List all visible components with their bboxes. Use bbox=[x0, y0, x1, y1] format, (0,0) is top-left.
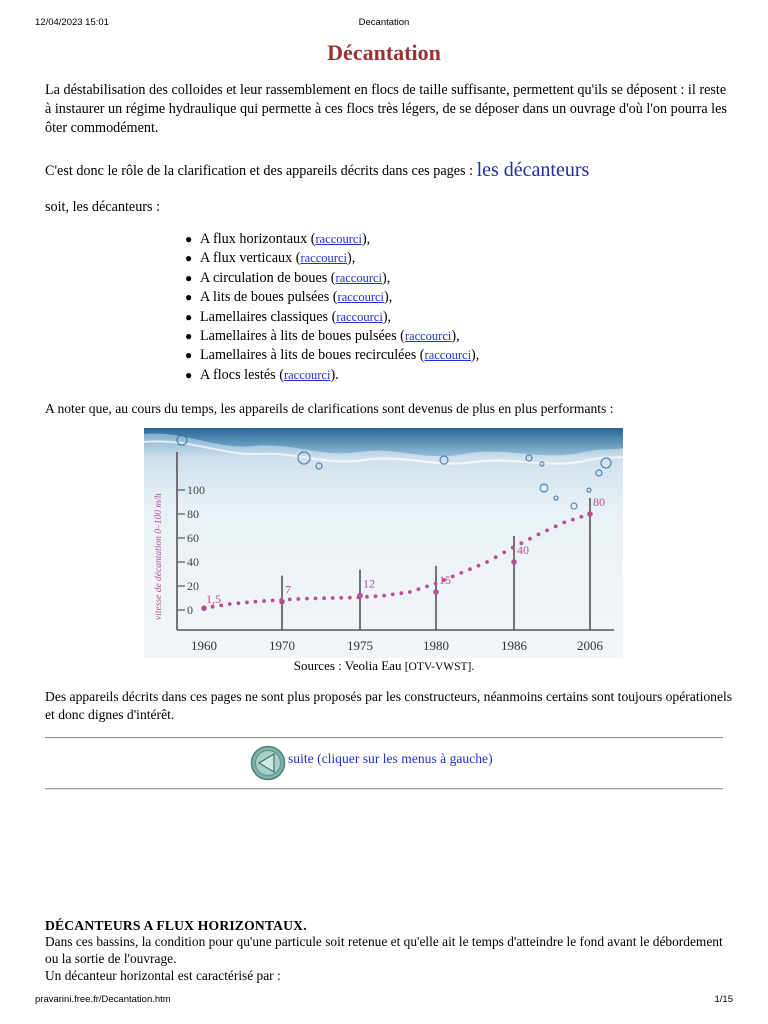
raccourci-link[interactable]: raccourci bbox=[335, 270, 383, 285]
source-text: Sources : Veolia Eau bbox=[293, 658, 405, 673]
list-item bbox=[185, 366, 479, 385]
curve-dot bbox=[348, 596, 352, 600]
list-item-end: ), bbox=[471, 347, 480, 364]
list-item bbox=[185, 249, 479, 268]
data-point bbox=[279, 599, 285, 605]
curve-dot bbox=[545, 529, 549, 533]
data-point bbox=[511, 559, 517, 565]
curve-dot bbox=[236, 601, 240, 605]
data-label: 40 bbox=[517, 543, 529, 557]
raccourci-link[interactable]: raccourci bbox=[424, 348, 472, 363]
y-tick-label: 0 bbox=[187, 603, 193, 617]
suite-link[interactable]: suite (cliquer sur les menus à gauche) bbox=[288, 751, 493, 766]
y-tick-label: 100 bbox=[187, 483, 205, 497]
curve-dot bbox=[305, 597, 309, 601]
print-url: pravarini.free.fr/Decantation.htm bbox=[35, 994, 171, 1005]
y-tick-label: 40 bbox=[187, 555, 199, 569]
list-item bbox=[185, 327, 479, 346]
back-arrow-button[interactable] bbox=[250, 745, 286, 781]
bullet-icon: ● bbox=[185, 251, 193, 266]
list-item bbox=[185, 269, 479, 288]
curve-dot bbox=[322, 596, 326, 600]
curve-dot bbox=[296, 597, 300, 601]
curve-dot bbox=[511, 546, 515, 550]
bullet-icon: ● bbox=[185, 367, 193, 382]
note-paragraph: A noter que, au cours du temps, les appareils de clarifications sont devenus de plus en plus performants : bbox=[45, 401, 614, 416]
curve-dot bbox=[331, 596, 335, 600]
bullet-icon: ● bbox=[185, 329, 193, 344]
page-title: Décantation bbox=[327, 40, 441, 65]
curve-dot bbox=[494, 555, 498, 559]
list-item-end: ), bbox=[346, 250, 356, 267]
raccourci-link[interactable]: raccourci bbox=[300, 251, 347, 266]
curve-dot bbox=[434, 582, 438, 586]
data-label: 12 bbox=[363, 576, 375, 591]
curve-dot bbox=[537, 533, 541, 537]
y-tick-label: 20 bbox=[187, 579, 199, 593]
section-text: Dans ces bassins, la condition pour qu'une particule soit retenue et qu'elle ait le temps d'atteindre le fond avant le débordement ou la sortie de l'ouvrage. bbox=[45, 934, 723, 966]
curve-dot bbox=[425, 585, 429, 589]
raccourci-link[interactable]: raccourci bbox=[404, 329, 452, 344]
y-tick-label: 60 bbox=[187, 531, 199, 545]
list-item-text: A flux verticaux ( bbox=[200, 250, 301, 267]
bullet-icon: ● bbox=[185, 309, 193, 324]
curve-dot bbox=[468, 567, 472, 571]
intro-paragraph: La déstabilisation des colloides et leur rassemblement en flocs de taille suffisante, permettent qu'ils se déposent : il reste à instaurer un régime hydraulique qui permette à ces flocs très légers, de se déposer dans un ouvrage d'où l'on pourra les ôter commodément. bbox=[45, 82, 727, 136]
curve-dot bbox=[262, 599, 266, 603]
curve-dot bbox=[417, 587, 421, 591]
print-header bbox=[0, 17, 768, 31]
divider-bottom bbox=[45, 788, 723, 790]
y-axis-title: vitesse de décantation 0–100 m/h bbox=[154, 493, 164, 620]
curve-dot bbox=[288, 598, 292, 602]
soit-text: soit, les décanteurs : bbox=[45, 199, 161, 215]
data-label: 7 bbox=[285, 582, 291, 597]
divider-top bbox=[45, 737, 723, 739]
curve-dot bbox=[580, 515, 584, 519]
x-tick-label: 1980 bbox=[423, 638, 449, 653]
x-tick-label: 1970 bbox=[269, 638, 295, 653]
raccourci-link[interactable]: raccourci bbox=[337, 290, 385, 305]
curve-dot bbox=[485, 560, 489, 564]
curve-dot bbox=[391, 593, 395, 597]
curve-dot bbox=[502, 551, 506, 555]
list-item bbox=[185, 308, 479, 327]
data-label: 1,5 bbox=[206, 592, 221, 607]
list-item-text: Lamellaires à lits de boues recirculées ( bbox=[200, 347, 425, 364]
curve-dot bbox=[554, 525, 558, 529]
source-ref: [OTV-VWST]. bbox=[404, 661, 475, 673]
list-item-end: ), bbox=[361, 231, 371, 247]
curve-dot bbox=[245, 601, 249, 605]
bullet-icon: ● bbox=[185, 232, 193, 246]
list-item-text: A flux horizontaux ( bbox=[200, 231, 316, 247]
curve-dot bbox=[399, 591, 403, 595]
list-item-end: ). bbox=[330, 366, 339, 383]
list-item-text: Lamellaires classiques ( bbox=[200, 308, 337, 325]
list-item-end: ), bbox=[384, 289, 393, 306]
data-point bbox=[357, 593, 363, 599]
list-item-end: ), bbox=[451, 328, 460, 345]
bullet-icon: ● bbox=[185, 290, 193, 305]
curve-dot bbox=[571, 518, 575, 522]
data-label: 15 bbox=[439, 573, 451, 587]
chart-background bbox=[144, 428, 623, 658]
curve-dot bbox=[254, 600, 258, 604]
raccourci-link[interactable]: raccourci bbox=[336, 309, 383, 324]
data-label: 80 bbox=[593, 495, 605, 509]
curve-dot bbox=[451, 575, 455, 579]
bullet-icon: ● bbox=[185, 348, 193, 363]
list-item-text: A circulation de boues ( bbox=[200, 269, 336, 286]
data-point bbox=[433, 589, 439, 595]
y-tick-label: 80 bbox=[187, 507, 199, 521]
settling-speed-chart bbox=[144, 428, 623, 658]
print-footer bbox=[0, 994, 768, 1008]
curve-dot bbox=[459, 571, 463, 575]
list-item-end: ), bbox=[382, 269, 391, 286]
bullet-icon: ● bbox=[185, 270, 193, 285]
print-title: Decantation bbox=[358, 17, 410, 28]
curve-dot bbox=[365, 595, 369, 599]
list-item-end: ), bbox=[382, 308, 392, 325]
list-item bbox=[185, 346, 480, 365]
list-item bbox=[185, 230, 479, 249]
curve-dot bbox=[228, 602, 232, 606]
raccourci-link[interactable]: raccourci bbox=[283, 367, 331, 382]
role-text: C'est donc le rôle de la clarification et des appareils décrits dans ces pages : bbox=[45, 163, 477, 179]
decanteur-type-list bbox=[185, 230, 480, 385]
curve-dot bbox=[314, 597, 318, 601]
list-item bbox=[185, 288, 479, 307]
data-point bbox=[587, 511, 593, 517]
role-paragraph bbox=[45, 161, 745, 181]
x-tick-label: 2006 bbox=[577, 638, 603, 653]
list-item-text: A flocs lestés ( bbox=[200, 366, 284, 383]
print-datetime: 12/04/2023 15:01 bbox=[35, 17, 109, 28]
print-page-number: 1/15 bbox=[714, 994, 733, 1005]
curve-dot bbox=[562, 521, 566, 525]
x-tick-label: 1986 bbox=[501, 638, 527, 653]
curve-dot bbox=[528, 537, 532, 541]
curve-dot bbox=[382, 594, 386, 598]
constructors-paragraph: Des appareils décrits dans ces pages ne sont plus proposés par les constructeurs, néanmoins certains sont toujours opérationels et donc dignes d'intérêt. bbox=[45, 689, 733, 722]
curve-dot bbox=[477, 564, 481, 568]
x-tick-label: 1960 bbox=[191, 638, 217, 653]
raccourci-link[interactable]: raccourci bbox=[315, 232, 362, 246]
x-tick-label: 1975 bbox=[347, 638, 373, 653]
section-text-2: Un décanteur horizontal est caractérisé par : bbox=[45, 967, 281, 983]
decanteurs-heading: les décanteurs bbox=[476, 159, 590, 181]
section-paragraph bbox=[45, 934, 735, 984]
curve-dot bbox=[408, 590, 412, 594]
curve-dot bbox=[339, 596, 343, 600]
data-point bbox=[201, 605, 207, 611]
curve-dot bbox=[271, 599, 275, 603]
list-item-text: Lamellaires à lits de boues pulsées ( bbox=[200, 328, 405, 345]
curve-dot bbox=[374, 594, 378, 598]
source-caption bbox=[0, 658, 768, 674]
list-item-text: A lits de boues pulsées ( bbox=[200, 289, 338, 306]
section-title: DÉCANTEURS A FLUX HORIZONTAUX. bbox=[45, 918, 307, 933]
